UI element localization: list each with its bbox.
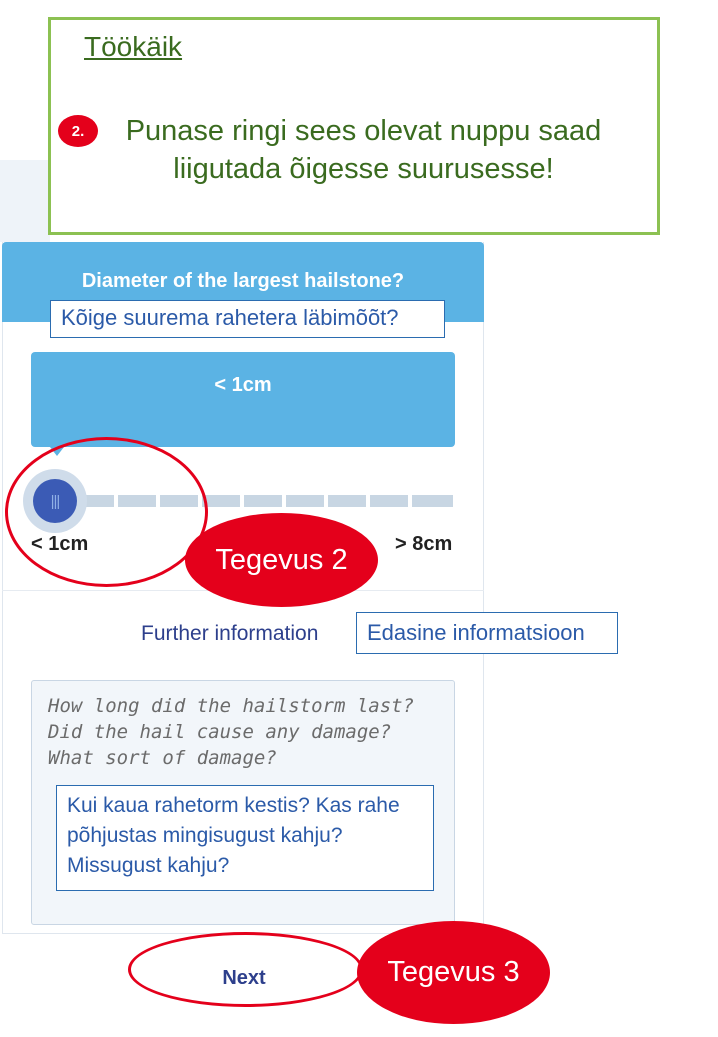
slider-track-segment[interactable] [412,495,453,507]
value-pointer [50,447,64,456]
slider-track-segment[interactable] [202,495,240,507]
slider-track-segment[interactable] [160,495,198,507]
instruction-text: Punase ringi sees olevat nuppu saad liigutada õigesse suurusesse! [125,115,602,185]
slider-track-segment[interactable] [118,495,156,507]
textarea-translation: Kui kaua rahetorm kestis? Kas rahe põhjustas mingisugust kahju? Missugust kahju? [56,785,434,891]
textarea-placeholder: How long did the hailstorm last? Did the hail cause any damage? What sort of damage? [48,695,415,769]
slider-track-segment[interactable] [328,495,366,507]
slider-min-label: < 1cm [31,533,89,555]
slider-value-display: < 1cm [31,352,455,447]
next-button[interactable]: Next [130,955,358,1001]
question-title: Diameter of the largest hailstone? [81,270,405,292]
action-3-label: Tegevus 3 [357,921,550,1024]
slider-max-label: > 8cm [395,533,453,555]
further-info-translation: Edasine informatsioon [356,612,618,654]
action-2-label: Tegevus 2 [185,513,378,607]
slider-track-segment[interactable] [286,495,324,507]
question-translation: Kõige suurema rahetera läbimõõt? [50,300,445,338]
slider-thumb[interactable]: ||| [33,479,77,523]
instruction-title: Töökäik [84,31,183,62]
background-panel [0,160,50,242]
step-number-badge: 2. [58,115,98,147]
slider-track-segment[interactable] [370,495,408,507]
further-info-label: Further information [141,622,319,645]
instruction-box [48,17,660,235]
slider-track-segment[interactable] [244,495,282,507]
